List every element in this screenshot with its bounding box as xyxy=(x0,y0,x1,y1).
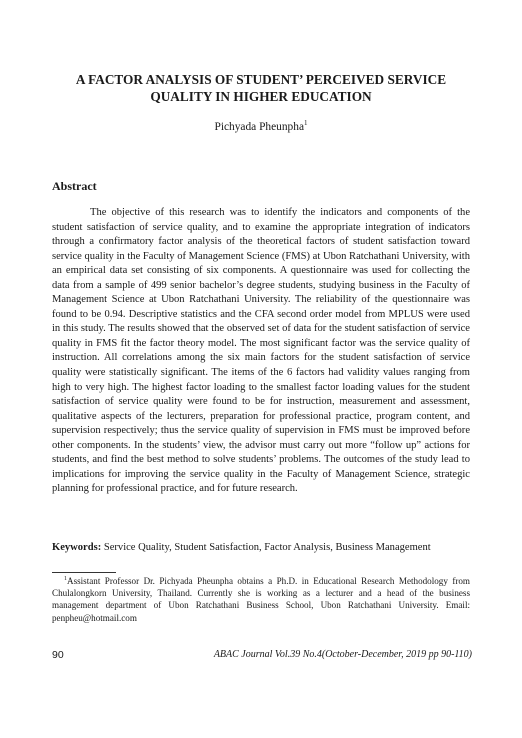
footnote-mark: 1 xyxy=(64,575,67,582)
page-number: 90 xyxy=(52,649,64,661)
author-line xyxy=(52,120,470,134)
keywords-text: Service Quality, Student Satisfaction, Factor Analysis, Business Management xyxy=(103,542,431,553)
footnote-divider xyxy=(52,572,116,573)
author-footnote xyxy=(52,575,470,624)
keywords-line xyxy=(52,541,482,555)
journal-reference: ABAC Journal Vol.39 No.4(October-December, 2019 pp 90-110) xyxy=(213,649,472,660)
abstract-heading: Abstract xyxy=(52,179,97,193)
author-footnote-mark: 1 xyxy=(304,119,308,128)
footnote-text: Assistant Professor Dr. Pichyada Pheunpha obtains a Ph.D. in Educational Research Methodology from Chulalongkorn University, Thailand. Currently she is working as a lecturer and a head of the business management department of Ubon Ratchathani Business School, Ubon Ratchathani University. Email: penpheu@hotmail.com xyxy=(52,576,470,623)
paper-title-line-1: A FACTOR ANALYSIS OF STUDENT’ PERCEIVED SERVICE xyxy=(75,72,447,87)
paper-title xyxy=(52,71,470,105)
paper-title-line-2: QUALITY IN HIGHER EDUCATION xyxy=(150,89,372,104)
abstract-body: The objective of this research was to identify the indicators and components of the student satisfaction of service quality, and to examine the appropriate integration of indicators through a confirmatory factor analysis of the theoretical factors of student satisfaction toward service quality in the Faculty of Management Science (FMS) at Ubon Ratchathani University, with an empirical data set consisting of six components. A questionnaire was used for collecting the data from a sample of 499 senior bachelor’s degree students, studying business in the Faculty of Management Science at Ubon Ratchathani University. The reliability of the questionnaire was found to be 0.94. Descriptive statistics and the CFA second order model from MPLUS were used in this study. The results showed that the observed set of data for the student satisfaction of service quality in FMS fit the factor theory model. The most significant factor was the service quality of instruction. All correlations among the six main factors for the student satisfaction of service quality were statistically significant. The items of the 6 factors had validity values ranging from high to very high. The highest factor loading to the smallest factor loading values for the student satisfaction of service quality were found to be for instruction, measurement and assessment, qualitative aspects of the lecturers, preparation for professional practice, program content, and supervision respectively; thus the service quality of supervision in FMS must be improved before other components. In the students’ view, the advisor must carry out more “follow up” actions for students, and find the best method to solve students’ problems. The outcomes of the study lead to implications for improving the service quality in the Faculty of Management Science, strategic planning for professional practice, and for future research. xyxy=(52,207,470,495)
keywords-label: Keywords: xyxy=(52,542,102,553)
author-name: Pichyada Pheunpha xyxy=(214,121,305,133)
